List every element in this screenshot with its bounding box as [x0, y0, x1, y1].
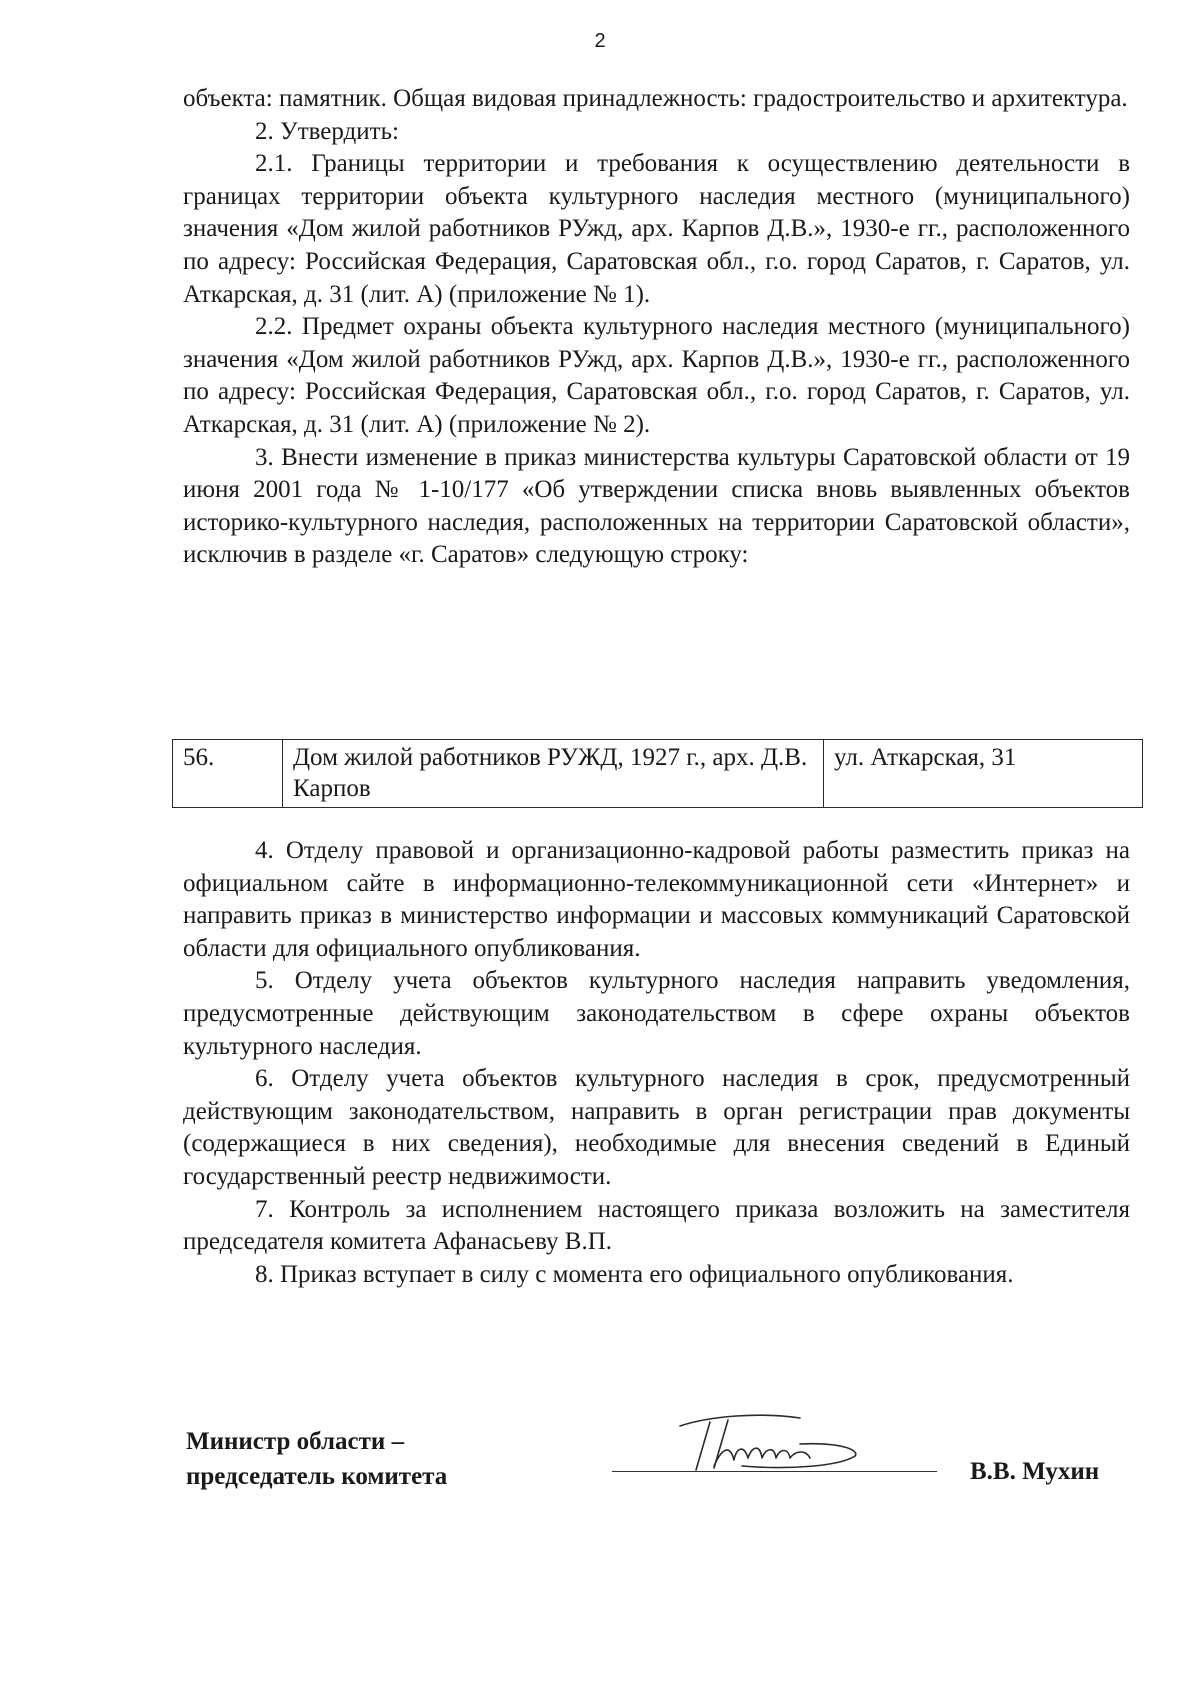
paragraph-object-type: объекта: памятник. Общая видовая принадлежность: градостроительство и архитектура.: [183, 85, 1128, 112]
paragraph-item-6: 6. Отделу учета объектов культурного наследия в срок, предусмотренный действующим законодательством, направить в орган регистрации прав документы (содержащиеся в них сведения), необходимые для внесения сведений в Единый государственный реестр недвижимости.: [183, 1065, 1130, 1190]
signatory-position: [186, 1424, 447, 1494]
paragraph-item-8: 8. Приказ вступает в силу с момента его официального опубликования.: [255, 1260, 1014, 1288]
paragraph-item-2-2: 2.2. Предмет охраны объекта культурного наследия местного (муниципального) значения «Дом жилой работников РУжд, арх. Карпов Д.В.», 1930-е гг., расположенного по адресу: Российская Федерация, Саратовская обл., г.о. город Саратов, г. Саратов, ул. Аткарская, д. 31 (лит. А) (приложение № 2).: [183, 313, 1130, 438]
table-cell-number: 56.: [173, 740, 283, 808]
page-number: 2: [594, 30, 606, 52]
paragraph-item-4: 4. Отделу правовой и организационно-кадровой работы разместить приказ на официальном сайте в информационно-телекоммуникационной сети «Интернет» и направить приказ в министерство информации и массовых коммуникаций Саратовской области для официального опубликования.: [183, 837, 1130, 962]
paragraph-item-2-1: 2.1. Границы территории и требования к осуществлению деятельности в границах территории объекта культурного наследия местного (муниципального) значения «Дом жилой работников РУжд, арх. Карпов Д.В.», 1930-е гг., расположенного по адресу: Российская Федерация, Саратовская обл., г.о. город Саратов, г. Саратов, ул. Аткарская, д. 31 (лит. А) (приложение № 1).: [183, 150, 1130, 308]
table-row: [173, 740, 1143, 808]
paragraph-item-2: 2. Утвердить:: [255, 117, 399, 145]
excluded-entry-table: [172, 739, 1143, 808]
order-text-top: [183, 83, 1130, 572]
paragraph-item-3: 3. Внести изменение в приказ министерства культуры Саратовской области от 19 июня 2001 года № 1-10/177 «Об утверждении списка вновь выявленных объектов историко-культурного наследия, расположенных на территории Саратовской области», исключив в разделе «г. Саратов» следующую строку:: [183, 443, 1130, 569]
paragraph-item-7: 7. Контроль за исполнением настоящего приказа возложить на заместителя председателя комитета Афанасьеву В.П.: [183, 1195, 1130, 1256]
signatory-position-line-2: председатель комитета: [186, 1463, 448, 1490]
order-text-bottom: [183, 835, 1130, 1291]
table-cell-object-name: Дом жилой работников РУЖД, 1927 г., арх. Д.В. Карпов: [283, 740, 824, 808]
signatory-position-line-1: Министр области –: [186, 1428, 405, 1455]
table-cell-address: ул. Аткарская, 31: [824, 740, 1143, 808]
handwritten-signature: [650, 1408, 870, 1476]
signatory-name: В.В. Мухин: [970, 1458, 1100, 1485]
paragraph-item-5: 5. Отделу учета объектов культурного наследия направить уведомления, предусмотренные действующим законодательством в сфере охраны объектов культурного наследия.: [183, 967, 1130, 1060]
